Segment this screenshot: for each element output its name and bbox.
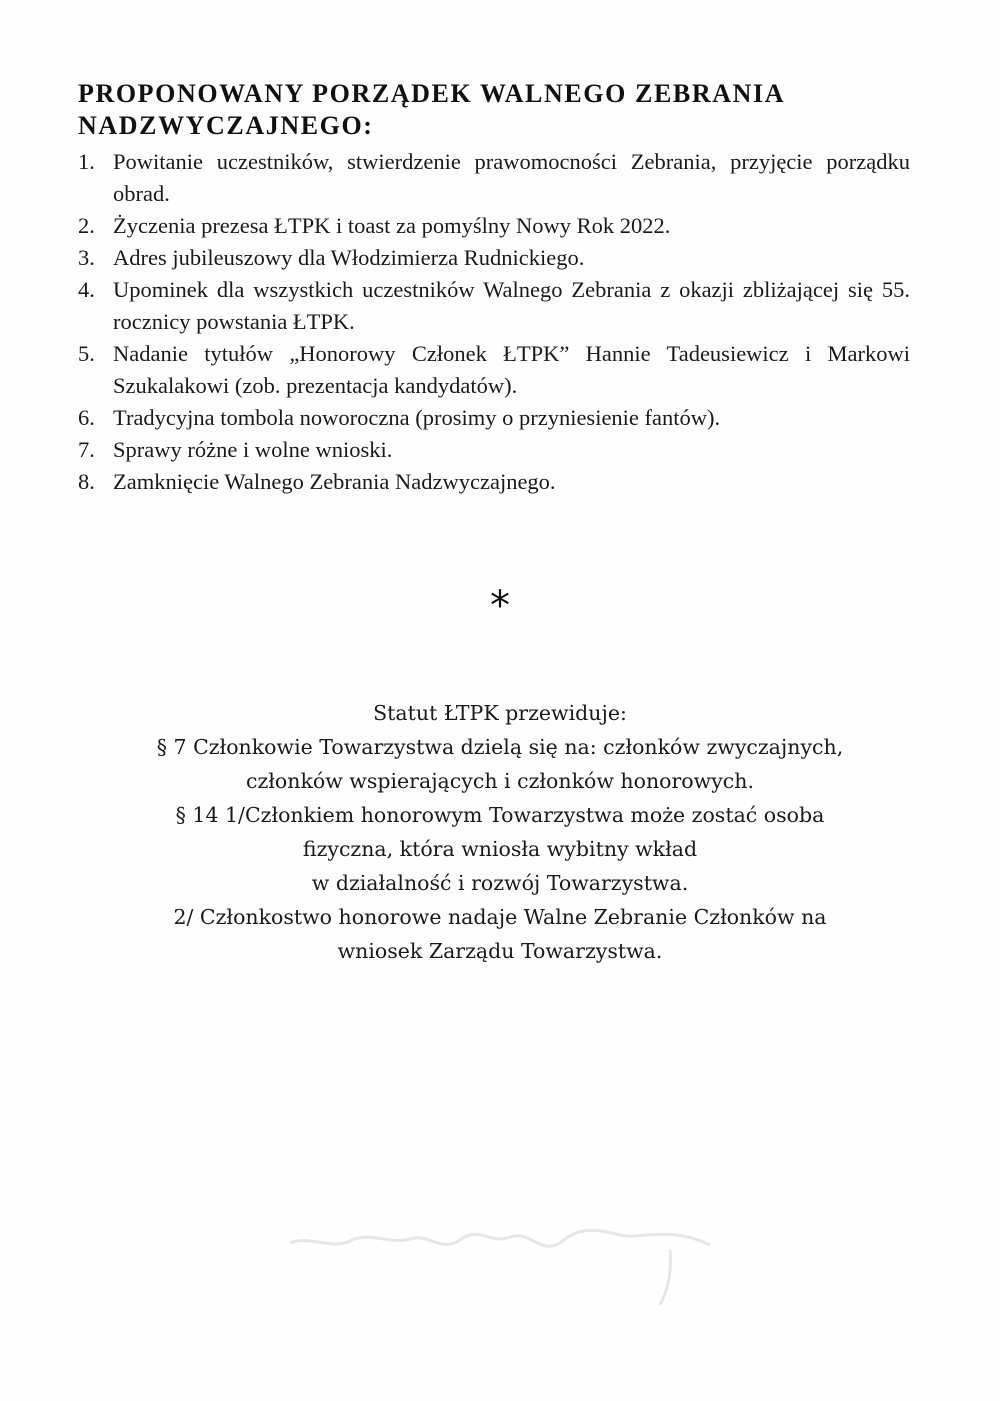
statute-para-14-2-line-1: 2/ Członkostwo honorowe nadaje Walne Zebranie Członków na	[173, 905, 827, 929]
bleed-through-signature-icon	[270, 1195, 730, 1315]
statute-para-14-line-2: fizyczna, która wniosła wybitny wkład	[302, 837, 698, 861]
agenda-item-text: Upominek dla wszystkich uczestników Walnego Zebrania z okazji zbliżającej się 55. rocznicy powstania ŁTPK.	[113, 277, 910, 334]
agenda-item-text: Powitanie uczestników, stwierdzenie prawomocności Zebrania, przyjęcie porządku obrad.	[113, 149, 910, 206]
agenda-list	[78, 146, 910, 498]
header-title-line-1: PROPONOWANY PORZĄDEK WALNEGO ZEBRANIA	[78, 79, 786, 108]
agenda-item-number: 6.	[78, 405, 95, 430]
agenda-header	[78, 78, 918, 142]
agenda-item-text: Tradycyjna tombola noworoczna (prosimy o przyniesienie fantów).	[113, 405, 721, 430]
statute-para-7-line-1: § 7 Członkowie Towarzystwa dzielą się na: członków zwyczajnych,	[156, 735, 844, 759]
statute-intro: Statut ŁTPK przewiduje:	[373, 701, 627, 725]
agenda-item	[78, 338, 910, 402]
agenda-item-text: Życzenia prezesa ŁTPK i toast za pomyślny Nowy Rok 2022.	[113, 213, 671, 238]
agenda-item-number: 3.	[78, 245, 95, 270]
agenda-item-text: Adres jubileuszowy dla Włodzimierza Rudnickiego.	[113, 245, 585, 270]
agenda-item	[78, 434, 910, 466]
header-title-line-2: NADZWYCZAJNEGO:	[78, 111, 374, 140]
agenda-item	[78, 210, 910, 242]
agenda-item	[78, 242, 910, 274]
agenda-item	[78, 274, 910, 338]
statute-para-14-line-1: § 14 1/Członkiem honorowym Towarzystwa może zostać osoba	[175, 803, 825, 827]
agenda-item-number: 5.	[78, 341, 95, 366]
section-separator-asterisk: *	[490, 583, 510, 629]
agenda-item	[78, 146, 910, 210]
statute-para-14-line-3: w działalność i rozwój Towarzystwa.	[311, 871, 689, 895]
agenda-item	[78, 402, 910, 434]
agenda-item-number: 4.	[78, 277, 95, 302]
agenda-item-number: 8.	[78, 469, 95, 494]
agenda-item-number: 1.	[78, 149, 95, 174]
agenda-item-text: Nadanie tytułów „Honorowy Członek ŁTPK” Hannie Tadeusiewicz i Markowi Szukalakowi (zob. prezentacja kandydatów).	[113, 341, 910, 398]
statute-para-14-2-line-2: wniosek Zarządu Towarzystwa.	[337, 939, 663, 963]
agenda-item-text: Zamknięcie Walnego Zebrania Nadzwyczajnego.	[113, 469, 556, 494]
agenda-item-text: Sprawy różne i wolne wnioski.	[113, 437, 393, 462]
agenda-item-number: 2.	[78, 213, 95, 238]
statute-excerpt	[100, 696, 900, 968]
agenda-item	[78, 466, 910, 498]
statute-para-7-line-2: członków wspierających i członków honorowych.	[246, 769, 754, 793]
agenda-item-number: 7.	[78, 437, 95, 462]
